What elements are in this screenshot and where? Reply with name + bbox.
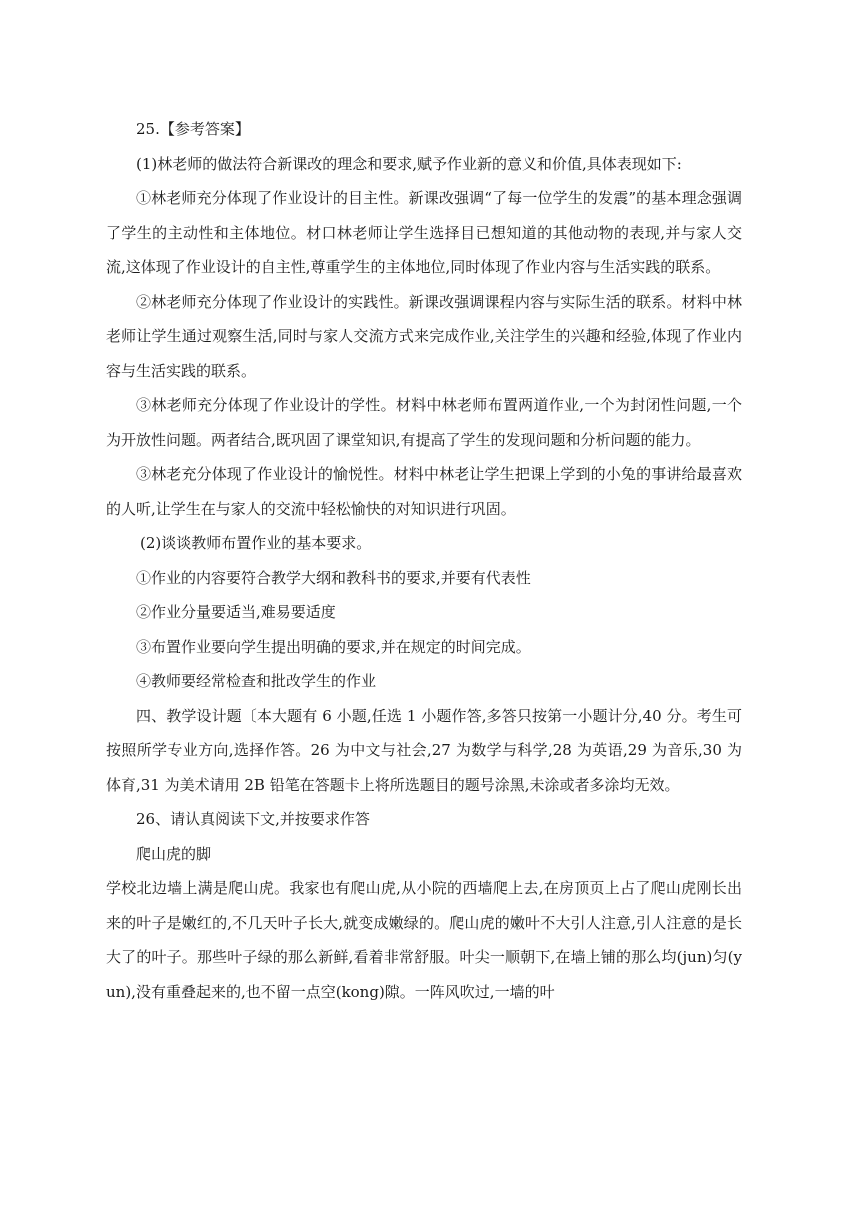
requirement-item-2: ②作业分量要适当,难易要适度: [136, 603, 336, 621]
paragraph-part-2-intro: (2)谈谈教师布置作业的基本要求。: [140, 534, 372, 552]
document-body: [106, 112, 742, 1009]
requirement-item-3: ③布置作业要向学生提出明确的要求,并在规定的时间完成。: [136, 637, 531, 656]
passage-title: 爬山虎的脚: [136, 844, 212, 863]
answer-heading: 25.【参考答案】: [136, 120, 250, 138]
requirement-item-4: ④教师要经常检查和批改学生的作业: [136, 672, 377, 690]
paragraph-point-enjoyment: ③林老充分体现了作业设计的愉悦性。材料中林老让学生把课上学到的小兔的事讲给最喜欢的人听,让学生在与家人的交流中轻松愉快的对知识进行巩固。: [106, 465, 742, 518]
paragraph-point-autonomy: ①林老师充分体现了作业设计的目主性。新课改强调“了每一位学生的发震”的基本理念强调了学生的主动性和主体地位。材口林老师让学生选择目已想知道的其他动物的表现,并与家人交流,这体现了作业设计的自主性,尊重学生的主体地位,同时体现了作业内容与生活实践的联系。: [106, 189, 742, 276]
passage-body: 学校北边墙上满是爬山虎。我家也有爬山虎,从小院的西墙爬上去,在房顶页上占了爬山虎刚长出来的叶子是嫩红的,不几天叶子长大,就变成嫩绿的。爬山虎的嫩叶不大引人注意,引人注意的是长大了的叶子。那些叶子绿的那么新鲜,看着非常舒服。叶尖一顺朝下,在墙上铺的那么均(jun)匀(yun),没有重叠起来的,也不留一点空(kong)隙。一阵风吹过,一墙的叶: [106, 879, 742, 1001]
section-four-instructions: 四、教学设计题〔本大题有 6 小题,任选 1 小题作答,多答只按第一小题计分,40 分。考生可按照所学专业方向,选择作答。26 为中文与社会,27 为数学与科学,28 为英语,29 为音乐,30 为体育,31 为美术请用 2B 铅笔在答题卡上将所选题目的题号涂黑,未涂或者多涂均无效。: [106, 706, 742, 794]
paragraph-point-learning: ③林老师充分体现了作业设计的学性。材料中林老师布置两道作业,一个为封闭性问题,一个为开放性问题。两者结合,既巩固了课堂知识,有提高了学生的发现问题和分析问题的能力。: [106, 396, 742, 449]
question-26-prompt: 26、请认真阅读下文,并按要求作答: [136, 810, 370, 828]
paragraph-point-practicality: ②林老师充分体现了作业设计的实践性。新课改强调课程内容与实际生活的联系。材料中林老师让学生通过观察生活,同时与家人交流方式来完成作业,关注学生的兴趣和经验,体现了作业内容与生活实践的联系。: [106, 292, 742, 380]
paragraph-part-1-intro: (1)林老师的做法符合新课改的理念和要求,赋予作业新的意义和价值,具体表现如下:: [136, 154, 682, 173]
requirement-item-1: ①作业的内容要符合教学大纲和教科书的要求,并要有代表性: [136, 568, 531, 587]
